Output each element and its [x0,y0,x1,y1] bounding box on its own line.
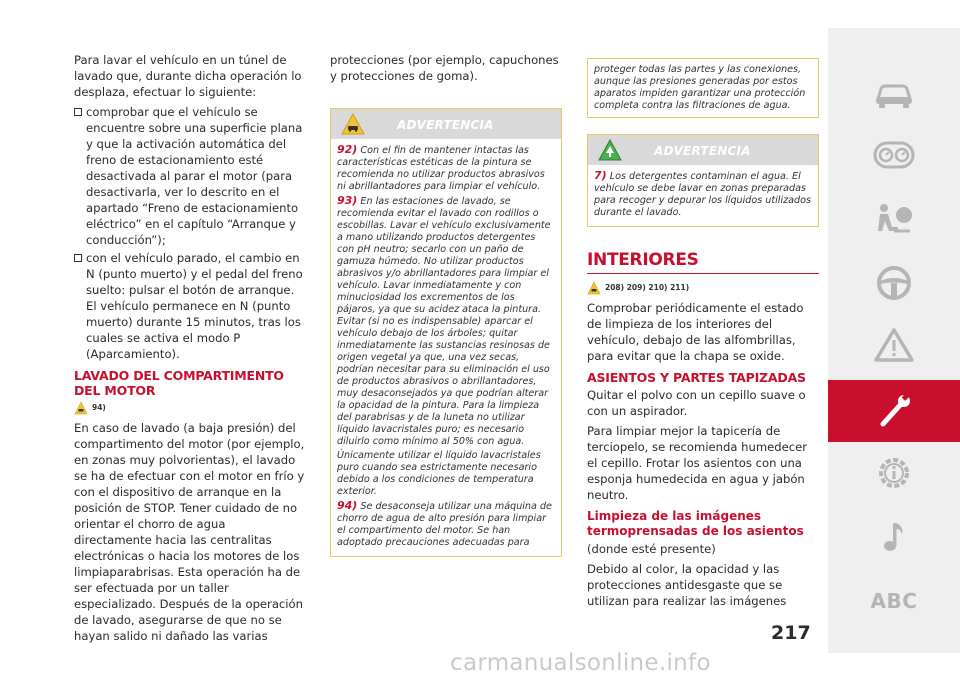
warning-body: proteger todas las partes y las conexiones, aunque las presiones generadas por estos aparatos impiden garantizar una protección completa contra las filtraciones de agua. [594,64,806,111]
info-gear-icon [872,455,916,491]
car-icon [872,75,916,111]
warning-item [337,450,555,498]
warning-header [588,135,818,165]
sidebar-item-driving[interactable] [828,258,960,308]
presence-note: (donde esté presente) [587,542,716,556]
bullet-text: con el vehículo parado, el cambio en N (punto muerto) y el pedal del freno suelto: pulsar el botón de arranque. El vehículo permanece en N (punto muerto) durante 15 minutos, tras los cuales se activa el modo P (Aparcamiento). [86,251,303,361]
warning-text: Los detergentes contaminan el agua. El vehículo se debe lavar en zonas preparadas para recoger y depurar los líquidos utilizados durante el lavado. [594,171,811,218]
warning-box [330,108,562,557]
music-icon [872,519,916,555]
warning-text: Únicamente utilizar el líquido lavacristales puro cuando sea estrictamente necesario debido a los condiciones de temperatura exterior. [337,450,541,497]
continuation-warning-box [587,58,819,118]
section-heading-asientos: ASIENTOS Y PARTES TAPIZADAS [587,370,806,385]
warning-number: 93) [337,194,358,207]
sidebar-item-car[interactable] [828,68,960,118]
warning-item [594,170,812,219]
page-number: 217 [771,622,811,644]
engine-wash-paragraph: En caso de lavado (a baja presión) del compartimento del motor (por ejemplo, en zonas muy polvorientas), el lavado se ha de efectuar con el motor en frío y con el dispositivo de arranque en la posición de STOP. Tener cuidado de no orientar el chorro de agua directamente hacia las centralitas electrónicas o hacia los motores de los limpiaparabrisas. Esta operación ha de ser efectuada por un taller especializado. Después de la operación de lavado, asegurarse de que no se hayan salido ni dañado las varias [74,421,305,643]
wrench-icon [872,393,916,429]
interiores-paragraph: Comprobar periódicamente el estado de limpieza de los interiores del vehículo, debajo de las alfombrillas, para evitar que la chapa se oxide. [587,301,804,363]
column-3 [587,58,819,613]
watermark: carmanualsonline.info [450,650,711,676]
sidebar-item-dashboard[interactable] [828,130,960,180]
warning-car-icon [341,113,365,135]
dashboard-icon [872,137,916,173]
abc-index-label: ABC [870,589,918,613]
warning-car-icon [74,401,88,415]
section-heading-imagenes: Limpieza de las imágenes termoprensadas de los asientos [587,509,804,538]
continuation-paragraph: protecciones (por ejemplo, capuchones y protecciones de goma). [330,53,559,83]
warning-text: Se desaconseja utilizar una máquina de chorro de agua de alto presión para limpiar el compartimento del motor. Se han adoptado precauciones adecuadas para [337,501,552,548]
warning-text: Con el fin de mantener intactas las características estéticas de la pintura se recomienda no utilizar productos abrasivos ni abrillantadores para limpiar el vehículo. [337,145,545,192]
warning-number: 94) [337,499,358,512]
warning-number: 7) [594,169,607,182]
warning-item [337,144,555,193]
chapter-sidebar [828,28,960,653]
warning-number: 92) [337,143,358,156]
imagenes-paragraph: Debido al color, la opacidad y las protecciones antidesgaste que se utilizan para realizar las imágenes [587,562,787,608]
warning-label: ADVERTENCIA [654,144,751,158]
airbag-icon [872,201,916,237]
section-heading: LAVADO DEL COMPARTIMENTO DEL MOTOR [74,368,284,398]
section-heading-interiores: INTERIORES [587,249,819,274]
list-item [74,104,306,248]
sidebar-item-specs[interactable] [828,448,960,498]
warning-triangle-icon [872,327,916,363]
sidebar-item-maintenance[interactable] [828,380,960,442]
warning-body [588,165,818,226]
warning-label: ADVERTENCIA [397,118,494,132]
bullet-text: comprobar que el vehículo se encuentre sobre una superficie plana y que la activación automática del freno de estacionamiento esté desactivada al parar el motor (para desactivarla, ver lo descrito en el apartado “Freno de estacionamiento eléctrico” en el capítulo “Arranque y conducción”); [86,105,303,247]
steering-wheel-icon [872,265,916,301]
asientos-paragraph: Quitar el polvo con un cepillo suave o con un aspirador. [587,388,806,418]
column-1 [74,52,306,648]
reference-line [74,400,306,416]
tapiceria-paragraph: Para limpiar mejor la tapicería de terciopelo, se recomienda humedecer el cepillo. Frotar los asientos con una esponja humedecida en agua y jabón neutro. [587,424,808,502]
warning-text: En las estaciones de lavado, se recomienda evitar el lavado con rodillos o escobillas. Lavar el vehículo exclusivamente a mano utilizando productos detergentes con pH neutro; secarlo con un paño de gamuza húmedo. No utilizar productos abrasivos y/o abrillantadores para limpiar el vehículo. Lavar inmediatamente y con minuciosidad los excrementos de los pájaros, ya que su acidez ataca la pintura. Evitar (si no es indispensable) aparcar el vehículo debajo de los árboles; quitar inmediatamente las sustancias resinosas de origen vegetal ya que, una vez secas, podrían necesitar para su eliminación el uso de productos abrasivos o abrillantadores, muy desaconsejados ya que podrían alterar la opacidad de la pintura. Para la limpieza del parabrisas y de la luneta no utilizar líquido lavacristales puro; es necesario diluirlo como mínimo al 50% con agua. [337,196,551,447]
sidebar-item-multimedia[interactable] [828,512,960,562]
warning-item [337,500,555,549]
sidebar-item-index[interactable] [828,576,960,626]
checkbox-bullet-icon [74,108,82,116]
warning-header [331,109,561,139]
warning-car-icon [587,281,601,295]
list-item [74,250,306,362]
environment-tree-icon [598,139,622,161]
warning-body [331,139,561,556]
reference-number: 94) [92,403,106,412]
warning-item [337,195,555,448]
reference-numbers: 208) 209) 210) 211) [605,283,690,292]
intro-paragraph: Para lavar el vehículo en un túnel de lavado que, durante dicha operación lo desplaza, efectuar lo siguiente: [74,53,302,99]
sidebar-item-emergency[interactable] [828,320,960,370]
column-2 [330,52,562,557]
sidebar-item-safety[interactable] [828,194,960,244]
reference-line [587,280,819,296]
checkbox-bullet-icon [74,254,82,262]
environment-warning-box [587,134,819,227]
